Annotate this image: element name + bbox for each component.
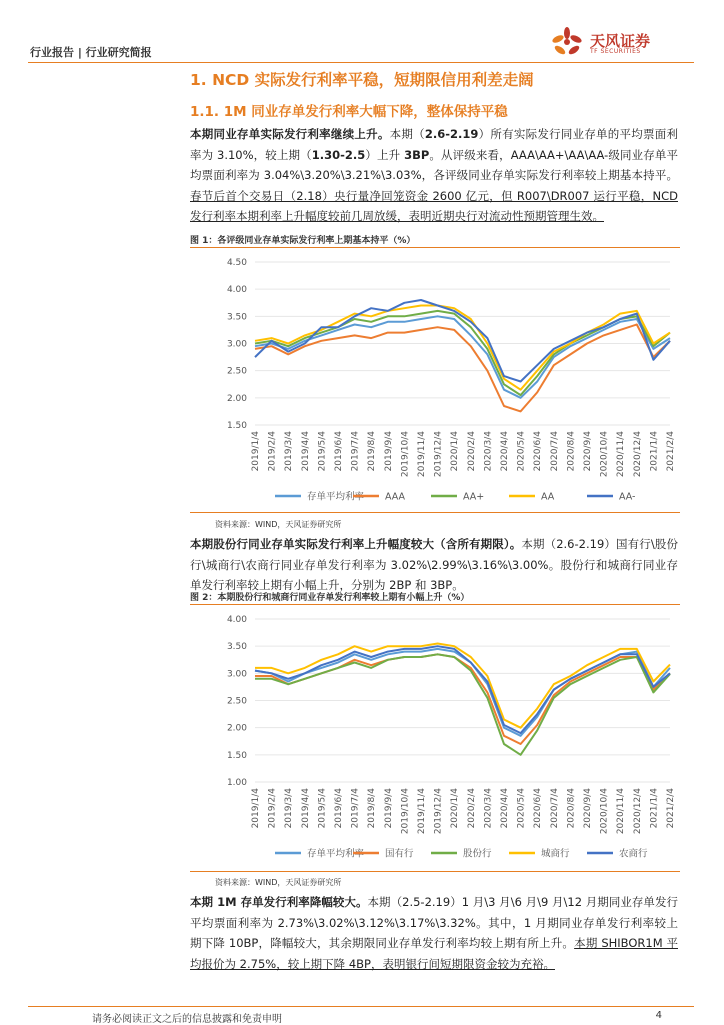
page-number: 4	[655, 1010, 662, 1021]
figure-1-source: 资料来源：WIND，天风证券研究所	[215, 520, 342, 529]
y-tick-label: 3.00	[226, 339, 247, 350]
legend-label: 存单平均利率	[307, 491, 365, 503]
x-tick-label: 2020/4/4	[500, 431, 510, 472]
x-tick-label: 2019/7/4	[350, 788, 361, 829]
x-tick-label: 2019/4/4	[300, 431, 311, 472]
logo-text: 天风证券	[590, 32, 651, 50]
para1-prev-period: 1.30-2.5	[311, 147, 366, 162]
x-tick-label: 2019/12/4	[433, 788, 444, 835]
y-tick-label: 2.00	[226, 723, 247, 734]
x-tick-label: 2020/4/4	[500, 788, 510, 829]
series-line-1	[255, 316, 670, 398]
x-tick-label: 2020/3/4	[483, 431, 494, 472]
y-tick-label: 4.00	[226, 285, 247, 296]
figure-2-chart	[190, 607, 680, 869]
x-tick-label: 2020/11/4	[616, 788, 627, 835]
x-tick-label: 2019/11/4	[417, 788, 427, 835]
x-tick-label: 2019/3/4	[284, 431, 295, 472]
paragraph-3	[190, 892, 678, 974]
x-tick-label: 2021/2/4	[666, 788, 676, 829]
figure-1-title: 图 1：各评级同业存单实际发行利率上期基本持平（%）	[190, 236, 416, 246]
x-tick-label: 2019/3/4	[284, 788, 295, 829]
x-tick-label: 2020/8/4	[566, 431, 577, 472]
y-tick-label: 1.50	[226, 750, 247, 761]
x-tick-label: 2021/1/4	[649, 431, 660, 472]
y-tick-label: 2.50	[226, 366, 247, 377]
x-tick-label: 2021/2/4	[666, 431, 676, 472]
para1-s1: 本期（	[389, 127, 425, 141]
figure-1-bottom-rule	[190, 512, 680, 513]
legend-label: 农商行	[619, 848, 648, 860]
para3-rest: 本期（2.5-2.19）1 月\3 月\6 月\9 月\12 月期同业存单发行平均票面利率为 2.73%\3.02%\3.12%\3.17%\3.32%。其中，1 月期同业存单发行利率较上期下降 10BP，降幅较大，其余期限同业存单发行利率均较上期有所上升。	[190, 895, 679, 950]
legend-label: AA	[541, 491, 555, 503]
figure-2-title: 图 2：本期股份行和城商行同业存单发行利率较上期有小幅上升（%）	[190, 593, 470, 603]
para2-rest: 本期（2.6-2.19）国有行\股份行\城商行\农商行同业存单发行利率为 3.02%\2.99%\3.16%\3.00%。股份行和城商行同业存单发行利率较上期有小幅上升，分别为 2BP 和 3BP。	[190, 537, 678, 592]
para1-period: 2.6-2.19	[424, 127, 479, 141]
x-tick-label: 2021/1/4	[649, 788, 660, 829]
paragraph-2	[190, 534, 678, 596]
x-tick-label: 2019/6/4	[334, 431, 344, 472]
y-tick-label: 2.50	[226, 696, 247, 707]
x-tick-label: 2019/1/4	[251, 431, 261, 472]
para1-lead: 本期同业存单实际发行利率继续上升。	[190, 127, 390, 141]
y-tick-label: 1.00	[226, 778, 247, 788]
figure-1-rule	[190, 247, 680, 248]
y-tick-label: 3.00	[226, 669, 247, 680]
x-tick-label: 2020/9/4	[583, 431, 593, 472]
x-tick-label: 2019/8/4	[367, 788, 378, 829]
footer-divider	[28, 1006, 694, 1007]
series-line-5	[255, 300, 670, 382]
figure-2-bottom-rule	[190, 871, 680, 872]
para3-lead: 本期 1M 存单发行利率降幅较大。	[190, 895, 368, 909]
legend-label: AA+	[463, 491, 485, 503]
para1-change: 3BP	[404, 147, 430, 162]
x-tick-label: 2020/9/4	[583, 788, 593, 829]
x-tick-label: 2019/9/4	[383, 788, 394, 829]
x-tick-label: 2020/12/4	[632, 788, 643, 835]
report-category: 行业报告 | 行业研究简报	[30, 46, 152, 59]
x-tick-label: 2019/2/4	[267, 788, 278, 829]
x-tick-label: 2020/1/4	[450, 431, 461, 472]
para1-s4: 。从评级来看，AAA\AA+\AA\AA-级同业存单平均票面利率为 3.04%\3.20%\3.21%\3.03%，各评级同业存单实际发行利率较上期基本持平。	[190, 147, 679, 182]
y-tick-label: 1.50	[226, 421, 247, 431]
x-tick-label: 2020/3/4	[483, 788, 494, 829]
x-tick-label: 2020/10/4	[599, 431, 610, 478]
header-divider	[28, 62, 694, 63]
series-line-5	[255, 646, 670, 733]
x-tick-label: 2019/1/4	[251, 788, 261, 829]
company-logo	[546, 26, 696, 58]
x-tick-label: 2020/1/4	[450, 788, 461, 829]
x-tick-label: 2019/8/4	[367, 431, 378, 472]
y-tick-label: 4.50	[226, 258, 247, 268]
figure-2-source: 资料来源：WIND，天风证券研究所	[215, 878, 342, 887]
paragraph-1	[190, 124, 678, 227]
x-tick-label: 2019/4/4	[300, 788, 311, 829]
y-tick-label: 2.00	[226, 393, 247, 404]
x-tick-label: 2019/7/4	[350, 431, 361, 472]
x-tick-label: 2019/6/4	[334, 788, 344, 829]
x-tick-label: 2019/10/4	[400, 788, 411, 835]
legend-label: AAA	[385, 491, 406, 503]
para2-lead: 本期股份行同业存单实际发行利率上升幅度较大（含所有期限）。	[190, 537, 522, 551]
x-tick-label: 2020/12/4	[632, 431, 643, 478]
x-tick-label: 2020/6/4	[533, 788, 544, 829]
series-line-3	[255, 311, 670, 395]
legend-label: AA-	[619, 491, 636, 503]
x-tick-label: 2019/2/4	[267, 431, 278, 472]
section-title: 1. NCD 实际发行利率平稳，短期限信用利差走阔	[190, 71, 534, 89]
x-tick-label: 2019/9/4	[383, 431, 394, 472]
logo-subtext: TF SECURITIES	[590, 48, 641, 55]
figure-1-chart	[190, 250, 680, 510]
x-tick-label: 2019/11/4	[417, 431, 427, 478]
x-tick-label: 2019/5/4	[317, 788, 328, 829]
x-tick-label: 2019/12/4	[433, 431, 444, 478]
x-tick-label: 2020/6/4	[533, 431, 544, 472]
y-tick-label: 4.00	[226, 615, 247, 625]
disclaimer-text: 请务必阅读正文之后的信息披露和免责申明	[92, 1014, 282, 1025]
x-tick-label: 2020/11/4	[616, 431, 627, 478]
x-tick-label: 2020/7/4	[549, 788, 560, 829]
para3-underline: 本期 SHIBOR1M 平均报价为 2.75%，较上期下降 4BP，表明银行间短期限资金较为充裕。	[190, 936, 678, 971]
y-tick-label: 3.50	[226, 642, 247, 653]
y-tick-label: 3.50	[226, 312, 247, 323]
x-tick-label: 2020/5/4	[516, 431, 527, 472]
logo-flower-icon	[546, 26, 588, 58]
series-line-4	[255, 306, 670, 390]
x-tick-label: 2020/10/4	[599, 788, 610, 835]
para1-s2: ）所有实际发行同业存单的平均票面利率为 3.10%，较上期（	[190, 127, 679, 162]
para1-underline: 春节后首个交易日（2.18）央行量净回笼资金 2600 亿元，但 R007\DR007 运行平稳，NCD 发行利率本期利率上升幅度较前几周放缓，表明近期央行对流动性预期管理生效。	[190, 188, 678, 223]
legend-label: 城商行	[541, 848, 570, 860]
legend-label: 股份行	[463, 848, 492, 860]
subsection-title: 1.1. 1M 同业存单发行利率大幅下降，整体保持平稳	[190, 104, 508, 120]
legend-label: 国有行	[385, 848, 414, 860]
para1-s3: ）上升	[365, 147, 405, 162]
x-tick-label: 2020/2/4	[466, 431, 477, 472]
figure-2-rule	[190, 604, 680, 605]
x-tick-label: 2020/8/4	[566, 788, 577, 829]
x-tick-label: 2019/5/4	[317, 431, 328, 472]
x-tick-label: 2020/5/4	[516, 788, 527, 829]
x-tick-label: 2019/10/4	[400, 431, 411, 478]
legend-label: 存单平均利率	[307, 848, 365, 860]
x-tick-label: 2020/7/4	[549, 431, 560, 472]
x-tick-label: 2020/2/4	[466, 788, 477, 829]
